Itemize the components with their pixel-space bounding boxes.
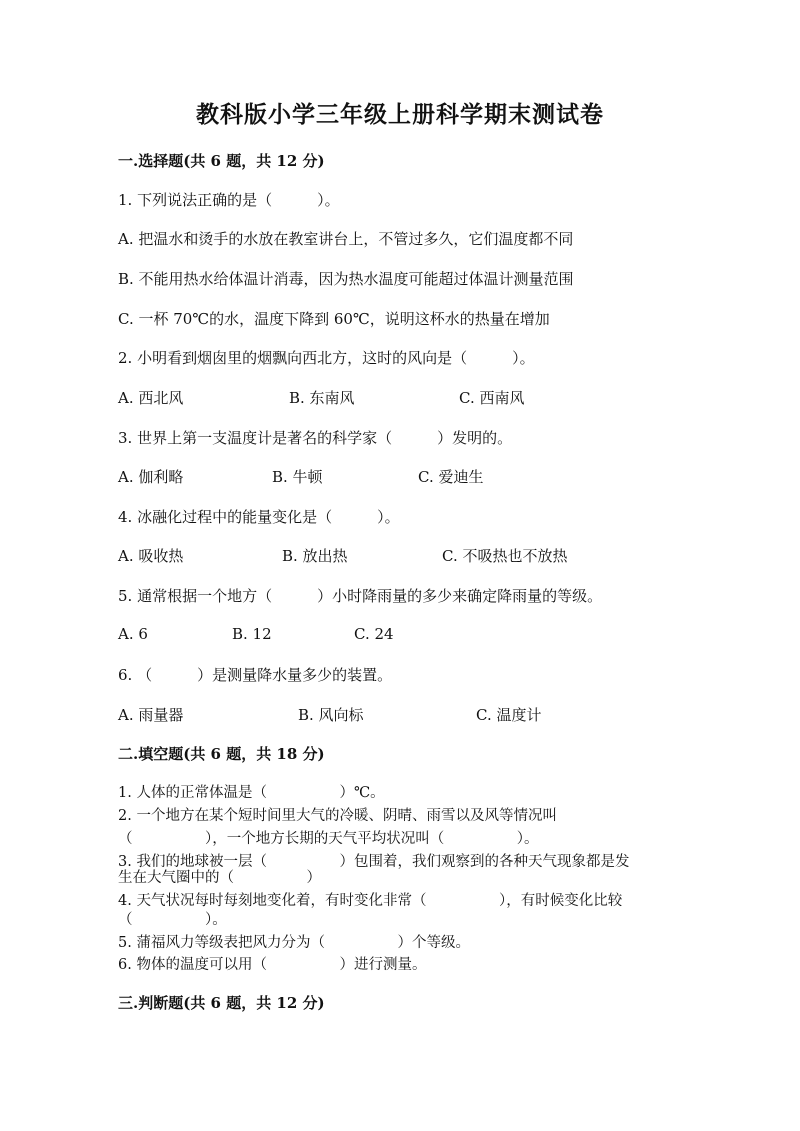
question-5-stem: 5. 通常根据一个地方（ ）小时降雨量的多少来确定降雨量的等级。: [118, 587, 603, 605]
fill-line-8: 5. 蒲福风力等级表把风力分为（ ）个等级。: [118, 935, 470, 951]
question-4-stem: 4. 冰融化过程中的能量变化是（ ）。: [118, 508, 400, 526]
fill-line-7: （ ）。: [118, 912, 227, 928]
question-6-option-c: C. 温度计: [476, 706, 542, 724]
fill-line-6: 4. 天气状况每时每刻地变化着，有时变化非常（ ），有时候变化比较: [118, 893, 623, 909]
question-5-option-a: A. 6: [118, 625, 148, 643]
question-4-option-c: C. 不吸热也不放热: [442, 547, 568, 565]
fill-line-3: （ ），一个地方长期的天气平均状况叫（ ）。: [118, 831, 539, 847]
question-3-option-b: B. 牛顿: [272, 468, 323, 486]
question-6-option-a: A. 雨量器: [118, 706, 184, 724]
section-heading-choice: 一.选择题(共 6 题，共 12 分): [118, 152, 325, 170]
question-3-option-c: C. 爱迪生: [418, 468, 484, 486]
fill-line-5: 生在大气圈中的（ ）: [118, 870, 321, 886]
question-1-option-c: C. 一杯 70℃的水，温度下降到 60℃，说明这杯水的热量在增加: [118, 310, 550, 328]
question-2-option-b: B. 东南风: [289, 389, 355, 407]
question-2-stem: 2. 小明看到烟囱里的烟飘向西北方，这时的风向是（ ）。: [118, 349, 535, 367]
fill-line-1: 1. 人体的正常体温是（ ）℃。: [118, 785, 385, 801]
question-4-option-a: A. 吸收热: [118, 547, 184, 565]
question-6-option-b: B. 风向标: [298, 706, 364, 724]
question-1-stem: 1. 下列说法正确的是（ ）。: [118, 191, 340, 209]
question-4-option-b: B. 放出热: [282, 547, 348, 565]
page-title: 教科版小学三年级上册科学期末测试卷: [196, 101, 604, 128]
question-5-option-c: C. 24: [354, 625, 394, 643]
question-3-stem: 3. 世界上第一支温度计是著名的科学家（ ）发明的。: [118, 429, 513, 447]
question-2-option-a: A. 西北风: [118, 389, 184, 407]
fill-line-4: 3. 我们的地球被一层（ ）包围着，我们观察到的各种天气现象都是发: [118, 854, 630, 870]
question-6-stem: 6. （ ）是测量降水量多少的装置。: [118, 666, 393, 684]
question-1-option-a: A. 把温水和烫手的水放在教室讲台上，不管过多久，它们温度都不同: [118, 230, 574, 248]
question-2-option-c: C. 西南风: [459, 389, 525, 407]
section-heading-judge: 三.判断题(共 6 题，共 12 分): [118, 994, 325, 1012]
question-3-option-a: A. 伽利略: [118, 468, 184, 486]
fill-line-9: 6. 物体的温度可以用（ ）进行测量。: [118, 957, 427, 973]
fill-line-2: 2. 一个地方在某个短时间里大气的冷暖、阴晴、雨雪以及风等情况叫: [118, 808, 557, 824]
section-heading-fill: 二.填空题(共 6 题，共 18 分): [118, 745, 325, 763]
question-5-option-b: B. 12: [232, 625, 272, 643]
question-1-option-b: B. 不能用热水给体温计消毒，因为热水温度可能超过体温计测量范围: [118, 270, 574, 288]
